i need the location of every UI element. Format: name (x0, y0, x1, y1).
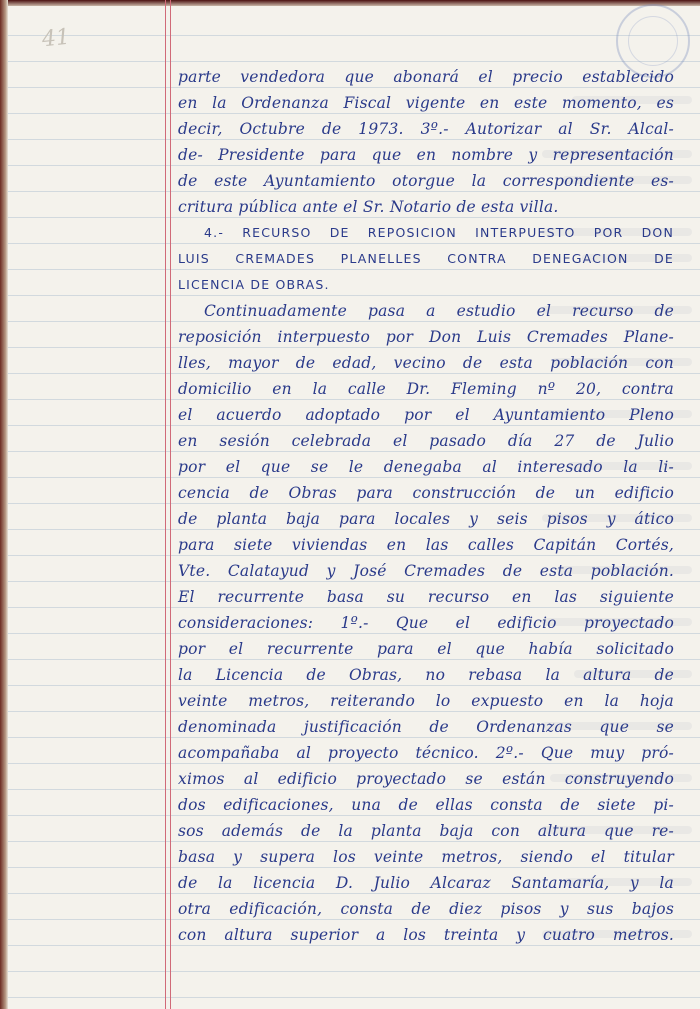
book-spine-edge (0, 0, 8, 1009)
text-line: basa y supera los veinte metros, siendo el titular (178, 848, 674, 866)
text-line: para siete viviendas en las calles Capitán Cortés, (178, 536, 674, 554)
text-line: acompañaba al proyecto técnico. 2º.- Que muy pró- (178, 744, 674, 762)
text-line: de planta baja para locales y seis pisos y ático (178, 510, 674, 528)
text-line: parte vendedora que abonará el precio establecido (178, 68, 674, 86)
page-number: 41 (40, 24, 72, 53)
text-line: El recurrente basa su recurso en las siguiente (178, 588, 674, 606)
text-line: ximos al edificio proyectado se están construyendo (178, 770, 674, 788)
text-line: Vte. Calatayud y José Cremades de esta población. (178, 562, 674, 580)
text-line: dos edificaciones, una de ellas consta de siete pi- (178, 796, 674, 814)
text-line: la Licencia de Obras, no rebasa la altura de (178, 666, 674, 684)
text-line: de- Presidente para que en nombre y representación (178, 146, 674, 164)
text-line: de este Ayuntamiento otorgue la correspondiente es- (178, 172, 674, 190)
text-line: con altura superior a los treinta y cuatro metros. (178, 926, 674, 944)
text-line: decir, Octubre de 1973. 3º.- Autorizar al Sr. Alcal- (178, 120, 674, 138)
text-line: por el recurrente para el que había solicitado (178, 640, 674, 658)
text-line: critura pública ante el Sr. Notario de esta villa. (178, 198, 559, 216)
text-line: sos además de la planta baja con altura que re- (178, 822, 674, 840)
text-line: reposición interpuesto por Don Luis Cremades Plane- (178, 328, 674, 346)
page-top-edge (0, 0, 700, 6)
text-line: consideraciones: 1º.- Que el edificio proyectado (178, 614, 674, 632)
text-line: de la licencia D. Julio Alcaraz Santamaría, y la (178, 874, 674, 892)
text-line: veinte metros, reiterando lo expuesto en la hoja (178, 692, 674, 710)
text-line: el acuerdo adoptado por el Ayuntamiento Pleno (178, 406, 674, 424)
text-line: por el que se le denegaba al interesado la li- (178, 458, 674, 476)
text-line: cencia de Obras para construcción de un edificio (178, 484, 674, 502)
text-line: lles, mayor de edad, vecino de esta población con (178, 354, 674, 372)
text-line: domicilio en la calle Dr. Fleming nº 20, contra (178, 380, 674, 398)
section-heading-line: 4.- RECURSO DE REPOSICION INTERPUESTO POR DON (204, 225, 674, 240)
section-heading-line: LICENCIA DE OBRAS. (178, 277, 330, 292)
text-line: en la Ordenanza Fiscal vigente en este momento, es (178, 94, 674, 112)
text-line: Continuadamente pasa a estudio el recurso de (204, 302, 674, 320)
text-line: denominada justificación de Ordenanzas que se (178, 718, 674, 736)
text-line: otra edificación, consta de diez pisos y sus bajos (178, 900, 674, 918)
handwritten-text-block (178, 64, 674, 948)
margin-rule-inner (170, 0, 171, 1009)
text-line: en sesión celebrada el pasado día 27 de Julio (178, 432, 674, 450)
section-heading-line: LUIS CREMADES PLANELLES CONTRA DENEGACION DE (178, 251, 674, 266)
margin-rule-outer (165, 0, 166, 1009)
